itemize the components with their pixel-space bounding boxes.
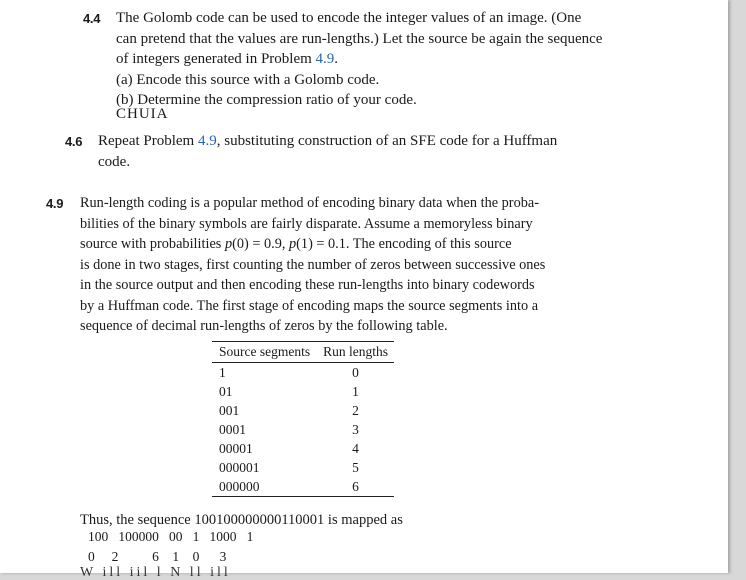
problem-4-9-line: by a Huffman code. The first stage of encoding maps the source segments into a [80, 297, 539, 314]
problem-number-4-4: 4.4 [83, 11, 101, 26]
table-cell: 0001 [219, 421, 246, 437]
run-length-table [212, 341, 394, 497]
problem-4-4-line-1: The Golomb code can be used to encode the integer values of an image. (One [116, 10, 582, 26]
table-row [212, 477, 394, 497]
link-problem-4-9[interactable]: 4.9 [197, 133, 217, 149]
problem-4-4-line-2: can pretend that the values are run-lengths.) Let the source be again the sequence [116, 30, 603, 47]
problem-4-6-line-2: code. [98, 153, 131, 170]
column-header-source-segments: Source segments [212, 342, 316, 363]
clipped-text-fragment: W ill iil l N ll ill [80, 565, 231, 580]
table-cell: 2 [352, 402, 359, 418]
table-row [212, 401, 394, 420]
problem-number-4-6: 4.6 [65, 134, 83, 149]
table-cell: 3 [352, 421, 359, 437]
table-cell: 001 [219, 402, 240, 418]
table-cell: 000001 [219, 459, 260, 475]
table-cell: 6 [316, 477, 394, 497]
problem-4-9-line: is done in two stages, first counting the number of zeros between successive ones [80, 256, 546, 273]
table-cell: 1 [352, 383, 359, 399]
table-row [212, 458, 394, 477]
table-row [212, 439, 394, 458]
problem-4-4-line-3: of integers generated in Problem 4.9. [116, 51, 339, 67]
link-problem-4-9[interactable]: 4.9 [315, 51, 335, 67]
mapping-runlength-row: 0 2 6 1 0 3 [88, 549, 227, 564]
table-cell: 0 [352, 364, 359, 380]
problem-4-4-part-b: (b) Determine the compression ratio of your code. [116, 92, 417, 108]
problem-4-9-line: Run-length coding is a popular method of encoding binary data when the proba- [80, 195, 539, 211]
problem-number-4-9: 4.9 [46, 196, 64, 211]
table-cell: 00001 [219, 440, 253, 456]
table-header-row [212, 342, 394, 363]
problem-4-9-line: sequence of decimal run-lengths of zeros by the following table. [80, 318, 448, 334]
table-row [212, 420, 394, 439]
table-cell: 01 [219, 383, 233, 399]
clipped-text-fragment: CHUIA [116, 106, 169, 122]
table-cell: 000000 [212, 477, 316, 497]
problem-4-9-line: in the source output and then encoding these run-lengths into binary codewords [80, 277, 535, 293]
table-cell: 4 [352, 440, 359, 456]
problem-4-9-line: source with probabilities p(0) = 0.9, p(1) = 0.1. The encoding of this source [80, 236, 512, 252]
table-row [212, 363, 394, 383]
problem-4-4 [116, 8, 616, 111]
problem-4-9-line: bilities of the binary symbols are fairly disparate. Assume a memoryless binary [80, 215, 533, 232]
problem-4-6 [98, 131, 598, 172]
problem-4-6-line-1: Repeat Problem 4.9, substituting construction of an SFE code for a Huffman [98, 133, 558, 149]
table-row [212, 382, 394, 401]
problem-4-9 [80, 193, 570, 337]
table-cell: 5 [352, 459, 359, 475]
mapping-sequence-row: 100 100000 00 1 1000 1 [88, 529, 254, 544]
problem-4-4-part-a: (a) Encode this source with a Golomb code. [116, 71, 380, 88]
mapping-intro: Thus, the sequence 100100000000110001 is mapped as [80, 512, 403, 528]
column-header-run-lengths: Run lengths [316, 342, 394, 363]
table-cell: 1 [219, 364, 226, 380]
